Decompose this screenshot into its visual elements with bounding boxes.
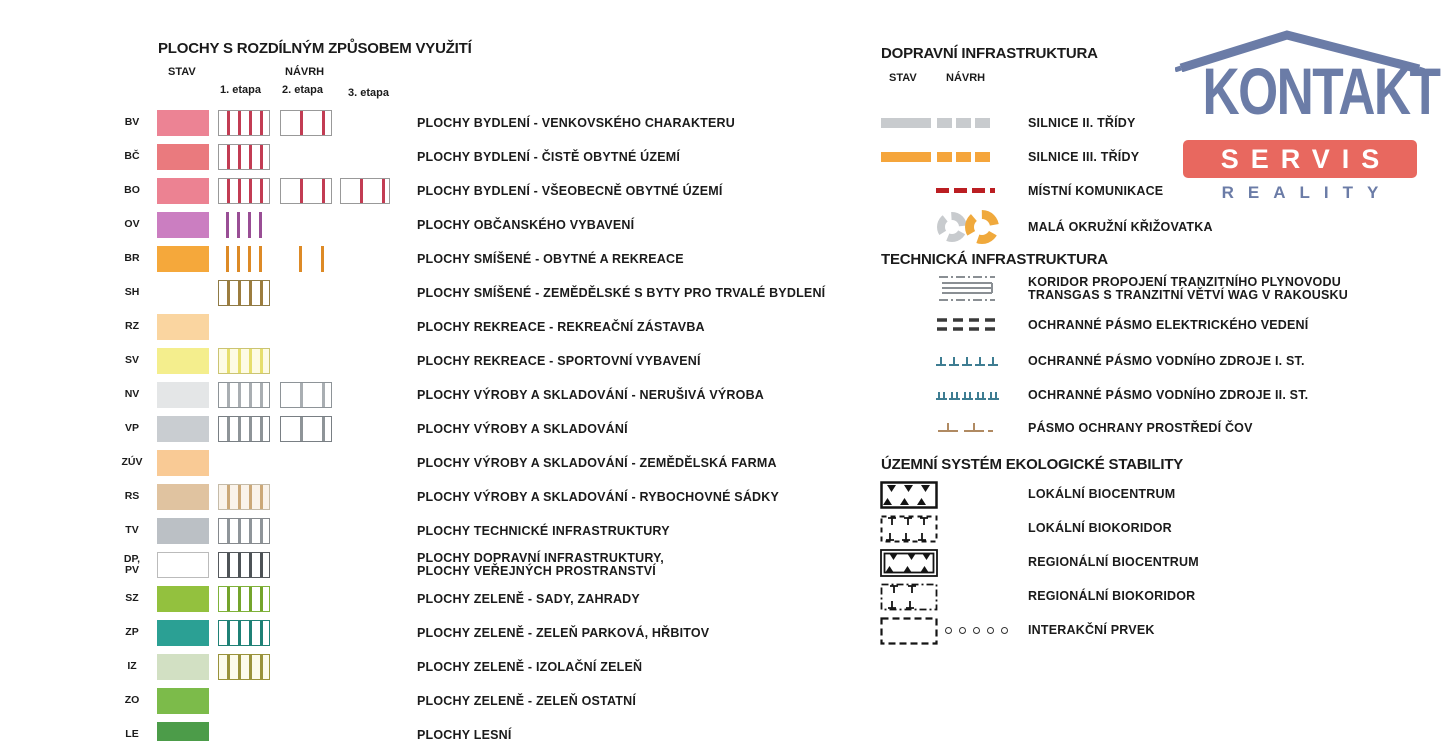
dash — [972, 188, 985, 193]
land-use-row — [0, 654, 1443, 688]
land-use-label — [417, 654, 642, 680]
label-line: PLOCHY VÝROBY A SKLADOVÁNÍ — [417, 421, 628, 436]
etapa-pattern-e1 — [218, 246, 270, 272]
transport-label: MÍSTNÍ KOMUNIKACE — [1028, 183, 1164, 198]
land-use-code-line: VP — [124, 422, 139, 434]
land-use-code-line: SV — [124, 354, 139, 366]
land-use-code-line: SH — [124, 286, 140, 298]
label-line: PLOCHY ZELENĚ - SADY, ZAHRADY — [417, 591, 640, 606]
label-line: PLOCHY ZELENĚ - ZELEŇ PARKOVÁ, HŘBITOV — [417, 625, 710, 640]
land-use-code-line: LE — [125, 728, 139, 740]
transport-title: DOPRAVNÍ INFRASTRUKTURA — [881, 45, 1098, 62]
land-use-label — [417, 450, 777, 476]
interakcni-prvek-icon — [880, 617, 938, 650]
label-lines — [1028, 276, 1348, 302]
label-line: PLOCHY REKREACE - REKREAČNÍ ZÁSTAVBA — [417, 319, 705, 334]
technical-row — [0, 314, 1443, 336]
biokoridor-regional-icon — [880, 583, 938, 616]
label-line: PLOCHY VÝROBY A SKLADOVÁNÍ - NERUŠIVÁ VÝROBA — [417, 387, 765, 402]
biocentrum-local-icon — [880, 481, 938, 514]
uses-row — [0, 549, 1443, 575]
water-zone-2-icon — [936, 388, 1002, 407]
technical-row — [0, 384, 1443, 406]
dot — [959, 627, 966, 634]
land-use-code-line: ZÚV — [121, 456, 143, 468]
interaction-dots-icon — [945, 627, 1008, 634]
land-use-code-line: BV — [124, 116, 140, 128]
technical-label: OCHRANNÉ PÁSMO VODNÍHO ZDROJE II. ST. — [1028, 387, 1309, 402]
etapa-2-header: 2. etapa — [282, 84, 323, 96]
land-use-code-line: BO — [124, 184, 140, 196]
water-zone-1-icon — [936, 354, 1002, 373]
uses-row — [0, 617, 1443, 643]
land-use-code-line: BR — [124, 252, 140, 264]
land-use-code-line: IZ — [127, 660, 137, 672]
land-use-row — [0, 450, 1443, 484]
etapa-pattern-e2 — [280, 246, 332, 272]
transport-col-navrh: NÁVRH — [946, 72, 986, 84]
technical-row — [0, 272, 1443, 306]
dot — [973, 627, 980, 634]
uses-row — [0, 515, 1443, 541]
label-line: PLOCHY LESNÍ — [417, 727, 512, 741]
dot — [987, 627, 994, 634]
dash — [975, 118, 990, 128]
technical-row — [0, 350, 1443, 372]
electric-line-icon — [936, 316, 996, 339]
land-use-code — [112, 729, 152, 740]
land-use-col-stav: STAV — [168, 66, 196, 78]
land-use-code-line: PV — [124, 564, 139, 576]
etapa-1-header: 1. etapa — [220, 84, 261, 96]
uses-label: INTERAKČNÍ PRVEK — [1028, 622, 1155, 637]
transport-label: MALÁ OKRUŽNÍ KŘIŽOVATKA — [1028, 219, 1213, 234]
uses-row — [0, 583, 1443, 609]
road-stav-bar — [881, 152, 931, 162]
logo-kontakt-text: KONTAKT — [1202, 54, 1440, 128]
label-line: PLOCHY TECHNICKÉ INFRASTRUKTURY — [417, 523, 670, 538]
uses-label: REGIONÁLNÍ BIOCENTRUM — [1028, 554, 1199, 569]
label-line: PLOCHY ZELENĚ - ZELEŇ OSTATNÍ — [417, 693, 637, 708]
land-use-code-line: RZ — [125, 320, 139, 332]
uses-title: ÚZEMNÍ SYSTÉM EKOLOGICKÉ STABILITY — [881, 456, 1184, 473]
transport-row — [0, 208, 1443, 246]
technical-title: TECHNICKÁ INFRASTRUKTURA — [881, 251, 1108, 268]
land-use-code-line: ZO — [124, 694, 140, 706]
roundabout-stav-icon — [937, 212, 967, 242]
local-road-dashes — [936, 188, 995, 193]
land-use-code — [112, 253, 152, 264]
land-use-title: PLOCHY S ROZDÍLNÝM ZPŮSOBEM VYUŽITÍ — [158, 40, 472, 57]
label-line: PLOCHY ZELENĚ - IZOLAČNÍ ZELEŇ — [417, 659, 643, 674]
stav-swatch — [157, 654, 209, 680]
dash — [937, 152, 952, 162]
label-line: PLOCHY BYDLENÍ - ČISTĚ OBYTNÉ ÚZEMÍ — [417, 149, 681, 164]
land-use-row — [0, 722, 1443, 741]
label-line: PLOCHY SMÍŠENÉ - ZEMĚDĚLSKÉ S BYTY PRO TRVALÉ BYDLENÍ — [417, 285, 826, 300]
etapa-pattern-e1 — [218, 654, 270, 680]
dash — [956, 152, 971, 162]
technical-label: OCHRANNÉ PÁSMO ELEKTRICKÉHO VEDENÍ — [1028, 317, 1309, 332]
transport-label: SILNICE II. TŘÍDY — [1028, 115, 1136, 130]
stav-swatch — [157, 246, 209, 272]
label-line: PLOCHY SMÍŠENÉ - OBYTNÉ A REKREACE — [417, 251, 684, 266]
label-line: PLOCHY BYDLENÍ - VŠEOBECNĚ OBYTNÉ ÚZEMÍ — [417, 183, 723, 198]
land-use-code-line: ZP — [125, 626, 139, 638]
land-use-col-navrh: NÁVRH — [285, 66, 325, 78]
stav-swatch — [157, 722, 209, 741]
dash — [956, 118, 971, 128]
land-use-code-line: OV — [124, 218, 140, 230]
land-use-label — [417, 246, 684, 272]
land-use-code — [112, 695, 152, 706]
label-line: KORIDOR PROPOJENÍ TRANZITNÍHO PLYNOVODU — [1028, 275, 1341, 289]
road-navrh-dashes — [937, 118, 990, 128]
land-use-label — [417, 722, 512, 741]
road-navrh-dashes — [937, 152, 990, 162]
land-use-code — [112, 457, 152, 468]
label-line: PLOCHY OBČANSKÉHO VYBAVENÍ — [417, 217, 635, 232]
land-use-label — [417, 688, 636, 714]
land-use-code-line: DP, — [123, 553, 141, 565]
roundabout-navrh-icon — [965, 210, 999, 244]
uses-label: REGIONÁLNÍ BIOKORIDOR — [1028, 588, 1196, 603]
stav-swatch — [157, 688, 209, 714]
land-use-code — [112, 661, 152, 672]
technical-label: OCHRANNÉ PÁSMO VODNÍHO ZDROJE I. ST. — [1028, 353, 1305, 368]
uses-label: LOKÁLNÍ BIOCENTRUM — [1028, 486, 1176, 501]
dot — [1001, 627, 1008, 634]
logo-servis-text: SERVIS — [1220, 144, 1392, 174]
land-use-code-line: TV — [125, 524, 139, 536]
etapa-3-header: 3. etapa — [348, 87, 389, 99]
cov-zone-icon — [938, 421, 994, 440]
land-use-code-line: BČ — [124, 150, 140, 162]
land-use-code-line: NV — [124, 388, 140, 400]
technical-label — [1028, 272, 1348, 306]
dot — [945, 627, 952, 634]
stav-swatch — [157, 450, 209, 476]
dash — [990, 188, 995, 193]
dash — [937, 118, 952, 128]
dash — [936, 188, 949, 193]
label-line: PLOCHY REKREACE - SPORTOVNÍ VYBAVENÍ — [417, 353, 701, 368]
uses-row — [0, 481, 1443, 507]
road-stav-bar — [881, 118, 931, 128]
land-use-code-line: SZ — [125, 592, 139, 604]
label-line: PLOCHY DOPRAVNÍ INFRASTRUKTURY, — [417, 551, 664, 565]
land-use-row — [0, 688, 1443, 722]
land-use-code-line: RS — [124, 490, 140, 502]
biokoridor-local-icon — [880, 515, 938, 548]
label-line: PLOCHY BYDLENÍ - VENKOVSKÉHO CHARAKTERU — [417, 115, 736, 130]
transport-label: SILNICE III. TŘÍDY — [1028, 149, 1140, 164]
dash — [954, 188, 967, 193]
biocentrum-regional-icon — [880, 549, 938, 582]
technical-label: PÁSMO OCHRANY PROSTŘEDÍ ČOV — [1028, 420, 1253, 435]
label-line: PLOCHY VÝROBY A SKLADOVÁNÍ - RYBOCHOVNÉ SÁDKY — [417, 489, 780, 504]
label-line: TRANSGAS S TRANZITNÍ VĚTVÍ WAG V RAKOUSKU — [1028, 288, 1349, 302]
label-line: PLOCHY VÝROBY A SKLADOVÁNÍ - ZEMĚDĚLSKÁ FARMA — [417, 455, 777, 470]
uses-label: LOKÁLNÍ BIOKORIDOR — [1028, 520, 1172, 535]
dash — [975, 152, 990, 162]
logo-servis-badge — [1183, 140, 1417, 178]
label-line: PLOCHY VEŘEJNÝCH PROSTRANSTVÍ — [417, 564, 656, 578]
logo-reality-text: REALITY — [1221, 183, 1393, 202]
transport-col-stav: STAV — [889, 72, 917, 84]
technical-row — [0, 417, 1443, 439]
gas-corridor-icon — [938, 274, 996, 309]
